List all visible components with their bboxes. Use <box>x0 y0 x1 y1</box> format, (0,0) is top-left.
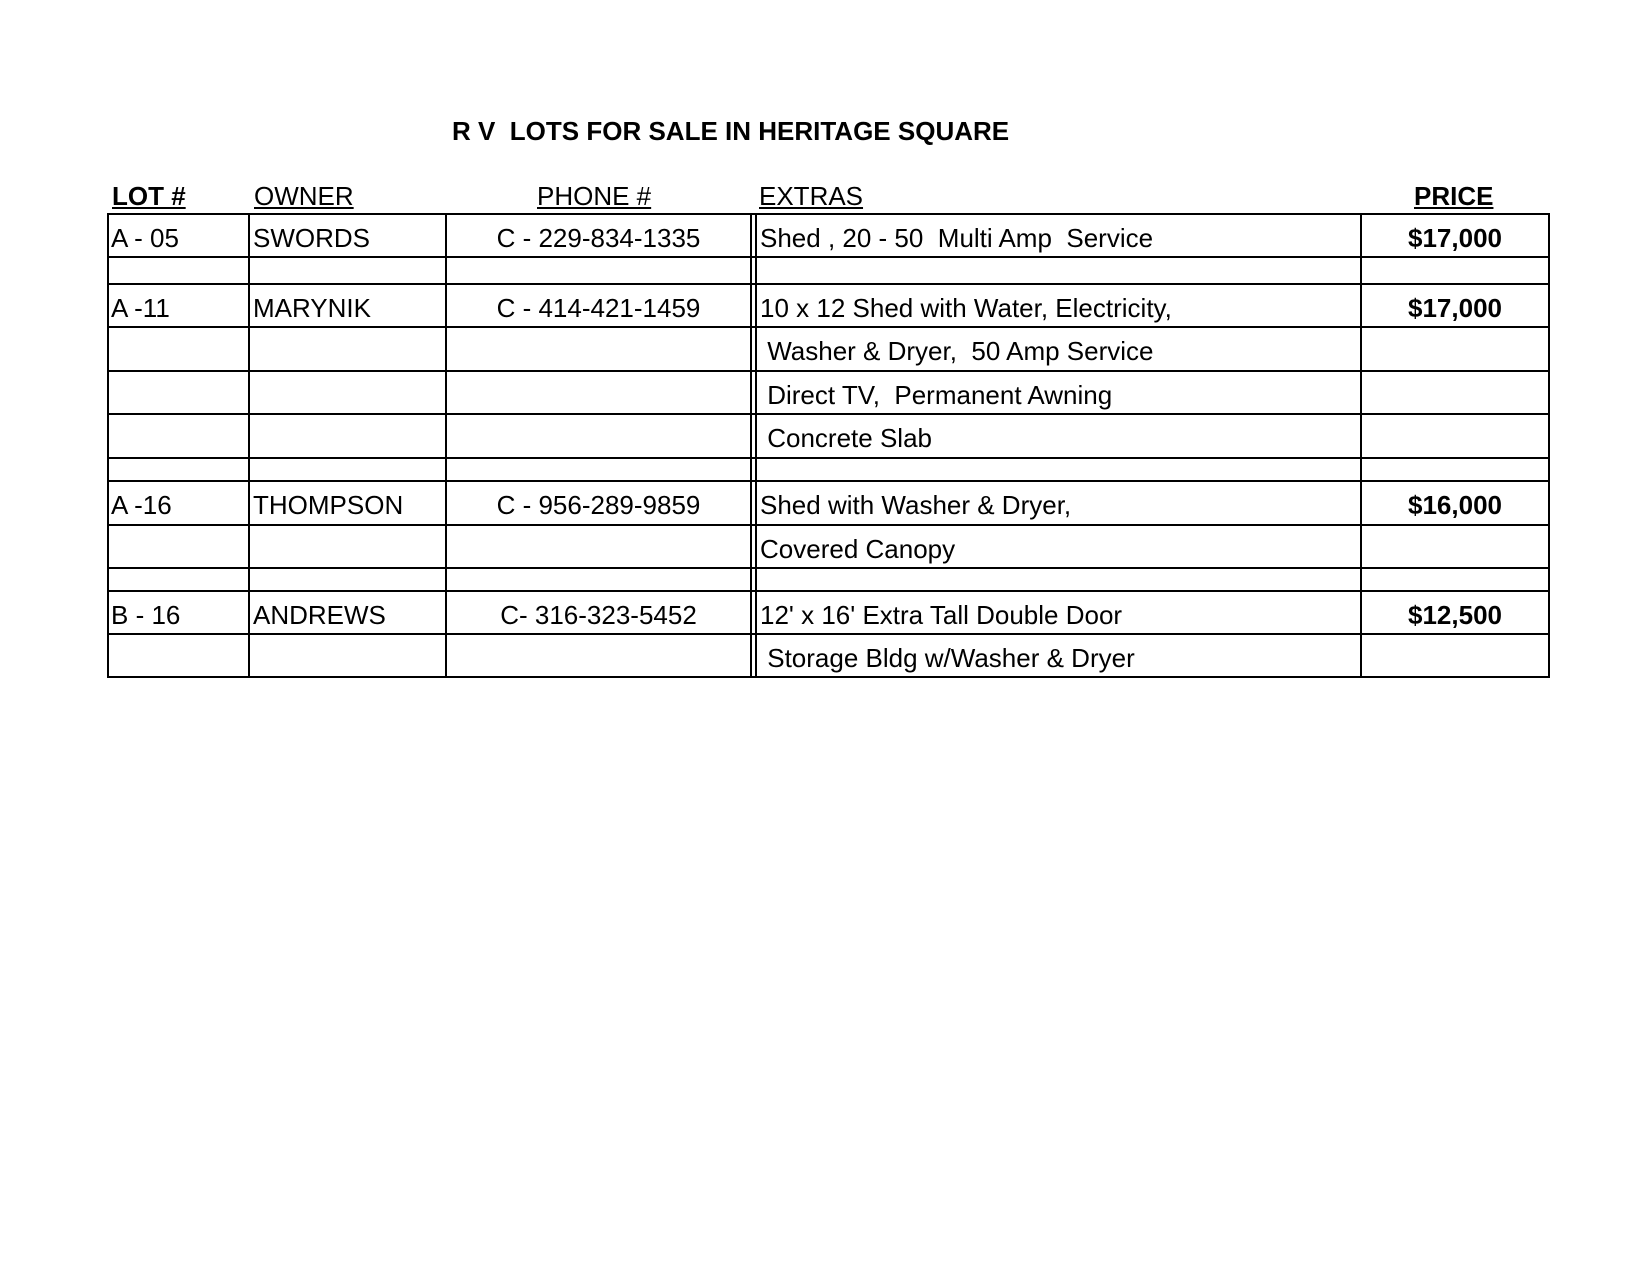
header-phone: PHONE # <box>537 181 652 211</box>
table-rule-h <box>107 413 1550 415</box>
header-price: PRICE <box>1414 181 1494 211</box>
table-rule-h <box>107 213 1550 215</box>
table-rule-h <box>107 676 1550 678</box>
table-cell-phone: C - 414-421-1459 <box>496 293 701 323</box>
table-cell-extras: Direct TV, Permanent Awning <box>760 380 1113 410</box>
table-cell-extras: Concrete Slab <box>760 423 932 453</box>
table-rule-h <box>107 480 1550 482</box>
table-cell-extras: Shed , 20 - 50 Multi Amp Service <box>760 223 1154 253</box>
table-rule-h <box>107 567 1550 569</box>
table-rule-h <box>107 370 1550 372</box>
table-cell-phone: C - 956-289-9859 <box>496 490 701 520</box>
table-rule-v <box>755 213 757 676</box>
header-lot: LOT # <box>112 181 186 211</box>
table-cell-price: $12,500 <box>1408 600 1502 630</box>
table-rule-h <box>107 524 1550 526</box>
table-rule-h <box>107 457 1550 459</box>
header-extras: EXTRAS <box>759 181 864 211</box>
table-cell-lot: B - 16 <box>111 600 181 630</box>
table-rule-h <box>107 256 1550 258</box>
table-rule-v <box>1548 213 1550 676</box>
table-cell-extras: Covered Canopy <box>760 534 956 564</box>
table-cell-lot: A -16 <box>111 490 172 520</box>
table-cell-extras: 12' x 16' Extra Tall Double Door <box>760 600 1123 630</box>
table-rule-h <box>107 590 1550 592</box>
table-rule-v <box>750 213 752 676</box>
table-rule-h <box>107 633 1550 635</box>
header-owner: OWNER <box>254 181 354 211</box>
table-rule-h <box>107 283 1550 285</box>
table-cell-price: $16,000 <box>1408 490 1502 520</box>
table-cell-extras: Storage Bldg w/Washer & Dryer <box>760 643 1135 673</box>
page-title: R V LOTS FOR SALE IN HERITAGE SQUARE <box>452 116 1010 146</box>
table-cell-owner: MARYNIK <box>253 293 371 323</box>
table-cell-lot: A -11 <box>111 293 170 323</box>
table-cell-price: $17,000 <box>1408 223 1502 253</box>
table-cell-extras: Shed with Washer & Dryer, <box>760 490 1072 520</box>
table-cell-phone: C- 316-323-5452 <box>500 600 697 630</box>
table-cell-phone: C - 229-834-1335 <box>496 223 701 253</box>
table-cell-price: $17,000 <box>1408 293 1502 323</box>
table-cell-extras: Washer & Dryer, 50 Amp Service <box>760 336 1154 366</box>
table-cell-extras: 10 x 12 Shed with Water, Electricity, <box>760 293 1172 323</box>
lots-table <box>107 213 1550 676</box>
table-cell-owner: ANDREWS <box>253 600 386 630</box>
table-cell-owner: THOMPSON <box>253 490 404 520</box>
table-rule-v <box>107 213 109 676</box>
table-cell-lot: A - 05 <box>111 223 179 253</box>
table-cell-owner: SWORDS <box>253 223 370 253</box>
table-rule-v <box>248 213 250 676</box>
table-rule-h <box>107 326 1550 328</box>
